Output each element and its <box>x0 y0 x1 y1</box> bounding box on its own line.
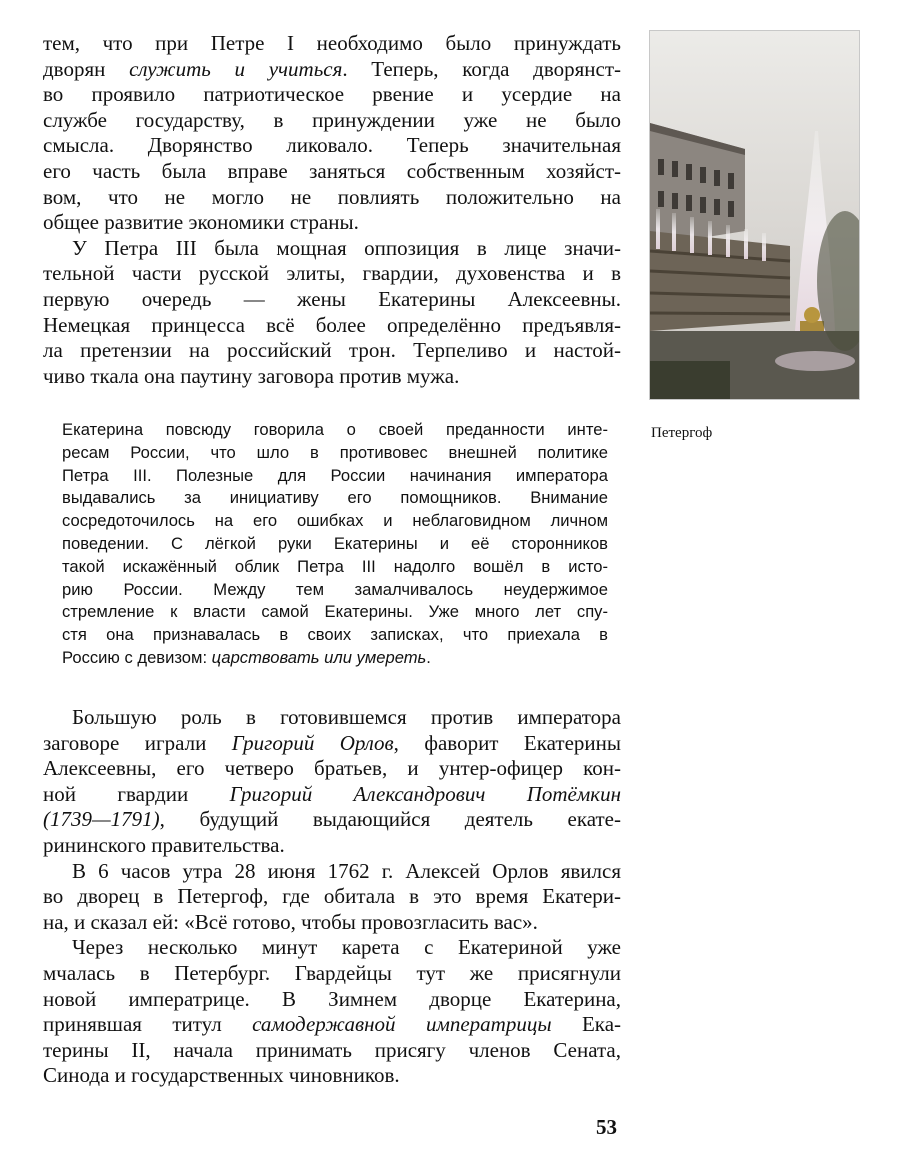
text-line: выдавались за инициативу его помощников. Внимание <box>62 488 608 508</box>
text-line: принявшая титул самодержавной императрицы Ека- <box>43 1012 622 1037</box>
text-line: вом, что не могло не повлиять положительно на <box>43 184 621 209</box>
text-line: стремление к власти самой Екатерины. Уже много лет спу- <box>62 602 608 622</box>
text-line: В 6 часов утра 28 июня 1762 г. Алексей Орлов явился <box>72 858 621 883</box>
text-line: Петра III. Полезные для России начинания императора <box>62 465 608 485</box>
text-line: тельной части русской элиты, гвардии, духовенства и в <box>43 261 621 286</box>
text-line: смысла. Дворянство ликовало. Теперь значительная <box>43 133 621 158</box>
sidebar-note <box>62 419 608 670</box>
text-line: Синода и государственных чиновников. <box>43 1063 400 1088</box>
lower-text <box>43 705 621 1089</box>
text-line: ресам России, что шло в противовес внешней политике <box>62 442 608 462</box>
text-line: (1739—1791), будущий выдающийся деятель екате- <box>43 807 621 832</box>
page-number: 53 <box>596 1115 617 1139</box>
text-line: во проявило патриотическое рвение и усердие на <box>43 82 621 107</box>
text-line: поведении. С лёгкой руки Екатерины и её сторонников <box>62 533 608 553</box>
text-line: рию России. Между тем замалчивалось неудержимое <box>62 579 608 599</box>
text-line: общее развитие экономики страны. <box>43 210 359 235</box>
text-line: чиво ткала она паутину заговора против мужа. <box>43 363 460 388</box>
text-line: такой искажённый облик Петра III надолго вошёл в исто- <box>62 556 608 576</box>
text-line: Россию с девизом: царствовать или умереть. <box>62 647 431 667</box>
text-line: Большую роль в готовившемся против императора <box>72 705 621 729</box>
text-line: стя она признавалась в своих записках, что приехала в <box>62 625 608 645</box>
text-line: службе государству, в принуждении уже не было <box>43 107 621 132</box>
text-line: его часть была вправе заняться собственным хозяйст- <box>43 158 621 183</box>
text-line: во дворец в Петергоф, где обитала в это время Екатери- <box>43 884 621 909</box>
text-line: первую очередь — жены Екатерины Алексеевны. <box>43 286 621 311</box>
text-line: заговоре играли Григорий Орлов, фаворит Екатерины <box>43 730 621 755</box>
text-line: сосредоточилось на его ошибках и неблаговидном личном <box>62 511 608 531</box>
text-line: Алексеевны, его четверо братьев, и унтер-офицер кон- <box>43 756 621 781</box>
text-line: Екатерина повсюду говорила о своей преданности инте- <box>62 420 608 439</box>
text-line: Через несколько минут карета с Екатериной уже <box>72 935 621 960</box>
text-line: терины II, начала принимать присягу членов Сената, <box>43 1037 621 1062</box>
peterhof-fountain-photo <box>649 30 860 400</box>
text-line: ла претензии на российский трон. Терпеливо и настой- <box>43 338 621 363</box>
text-line: ной гвардии Григорий Александрович Потёмкин <box>43 781 621 806</box>
photo-caption: Петергоф <box>651 425 713 441</box>
text-line: Немецкая принцесса всё более определённо предъявля- <box>43 312 621 337</box>
text-line: мчалась в Петербург. Гвардейцы тут же присягнули <box>43 960 621 985</box>
text-line: тем, что при Петре I необходимо было принуждать <box>43 31 621 55</box>
text-line: новой императрице. В Зимнем дворце Екатерина, <box>43 986 621 1011</box>
text-line: на, и сказал ей: «Всё готово, чтобы провозгласить вас». <box>43 909 538 934</box>
text-line: рининского правительства. <box>43 832 285 857</box>
text-line: У Петра III была мощная оппозиция в лице значи- <box>72 235 621 260</box>
text-line: дворян служить и учиться. Теперь, когда дворянст- <box>43 56 621 81</box>
upper-text <box>43 31 621 389</box>
